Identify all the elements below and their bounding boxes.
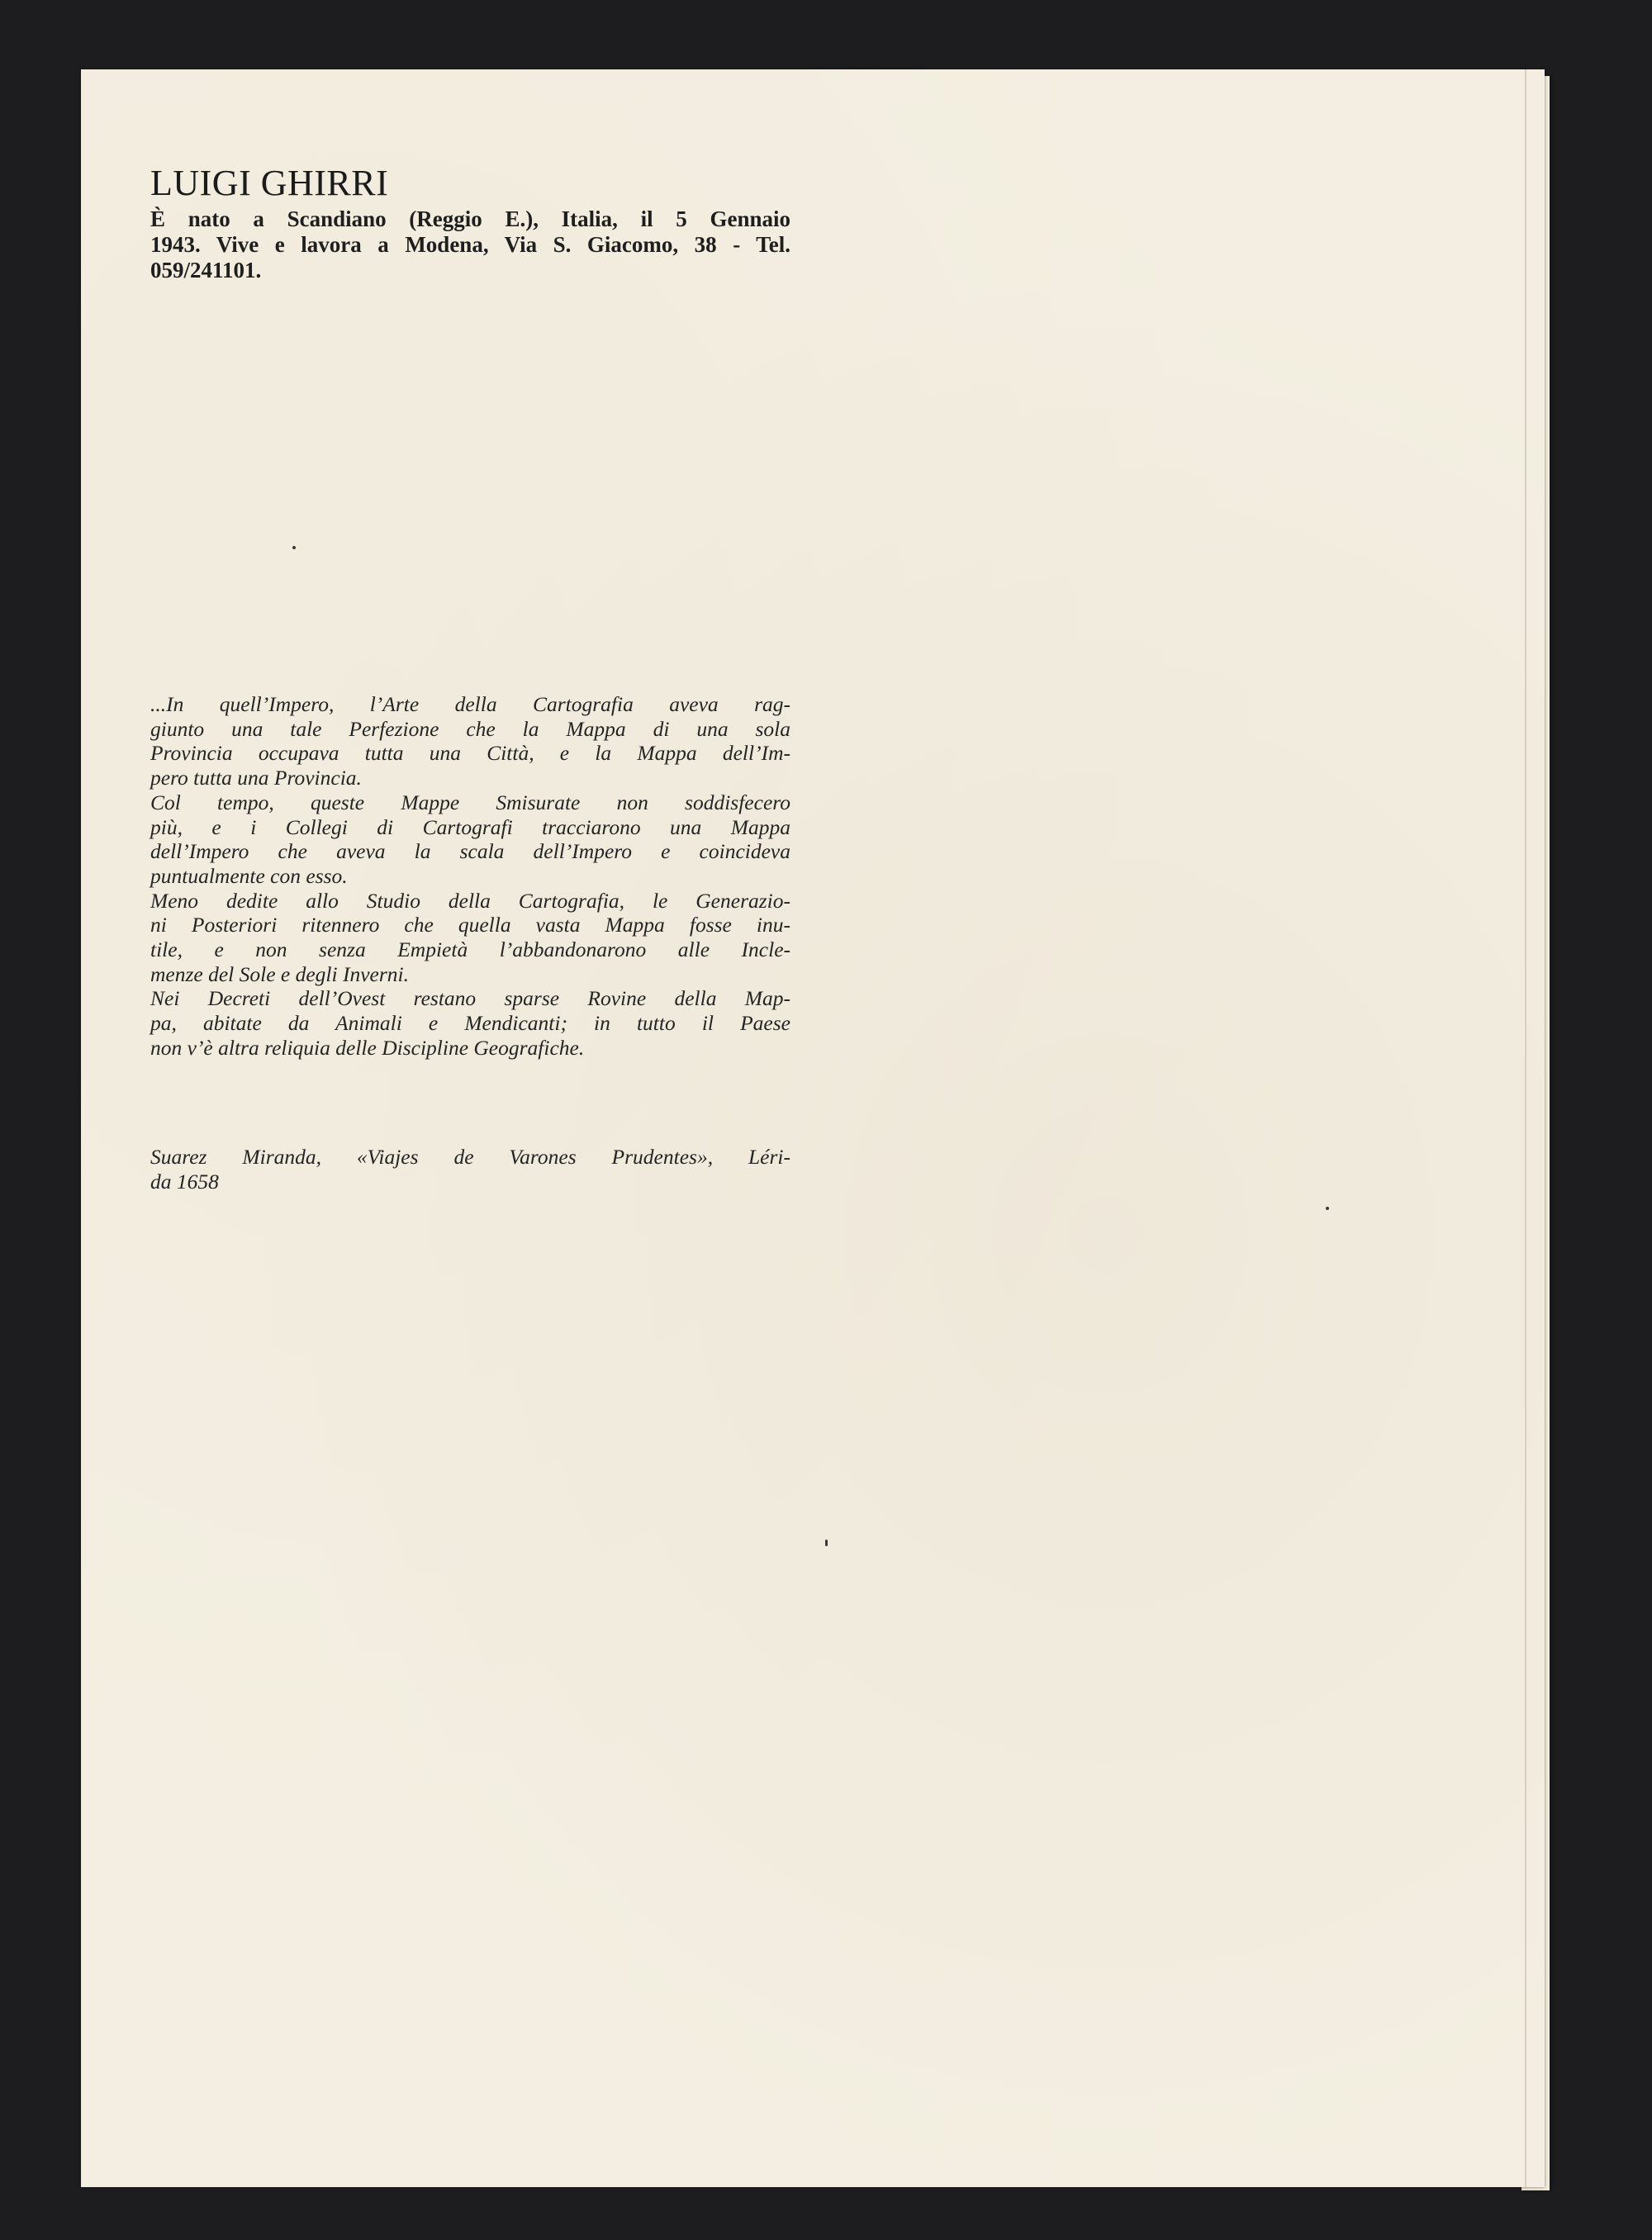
- quote-line: più, e i Collegi di Cartografi tracciarono una Mappa: [150, 814, 790, 839]
- quote-line: ni Posteriori ritennero che quella vasta Mappa fosse inu-: [150, 913, 790, 937]
- citation-line: da 1658: [150, 1169, 219, 1194]
- quote-line: Col tempo, queste Mappe Smisurate non soddisfecero: [150, 790, 790, 814]
- quote-line: non v’è altra reliquia delle Discipline Geografiche.: [150, 1035, 585, 1060]
- paper-speck: [292, 546, 296, 549]
- quote-line: menze del Sole e degli Inverni.: [150, 961, 409, 986]
- paper-speck: [1326, 1207, 1329, 1210]
- borges-quote: [150, 692, 790, 1061]
- quote-line: tile, e non senza Empietà l’abbandonarono alle Incle-: [150, 937, 790, 962]
- quote-line: Meno dedite allo Studio della Cartografia, le Generazio-: [150, 888, 790, 913]
- quote-line: pero tutta una Provincia.: [150, 766, 362, 790]
- bio-line: 1943. Vive e lavora a Modena, Via S. Giacomo, 38 - Tel.: [150, 232, 790, 257]
- quote-line: pa, abitate da Animali e Mendicanti; in tutto il Paese: [150, 1011, 790, 1036]
- author-bio: [150, 206, 790, 283]
- quote-citation: [150, 1145, 790, 1194]
- citation-line: Suarez Miranda, «Viajes de Varones Prudentes», Léri-: [150, 1145, 790, 1169]
- author-name: LUIGI GHIRRI: [150, 163, 389, 203]
- bio-line: È nato a Scandiano (Reggio E.), Italia, il 5 Gennaio: [150, 206, 790, 231]
- quote-line: puntualmente con esso.: [150, 863, 348, 888]
- quote-line: giunto una tale Perfezione che la Mappa di una sola: [150, 716, 790, 741]
- page-fold-edge: [1525, 69, 1526, 2187]
- paper-speck: [825, 1540, 828, 1546]
- quote-line: dell’Impero che aveva la scala dell’Impero e coincideva: [150, 839, 790, 864]
- document-page: [81, 69, 1545, 2187]
- quote-line: Provincia occupava tutta una Città, e la Mappa dell’Im-: [150, 741, 790, 766]
- quote-line: Nei Decreti dell’Ovest restano sparse Rovine della Map-: [150, 986, 790, 1011]
- quote-line: ...In quell’Impero, l’Arte della Cartografia aveva rag-: [150, 692, 790, 716]
- bio-line: 059/241101.: [150, 258, 262, 282]
